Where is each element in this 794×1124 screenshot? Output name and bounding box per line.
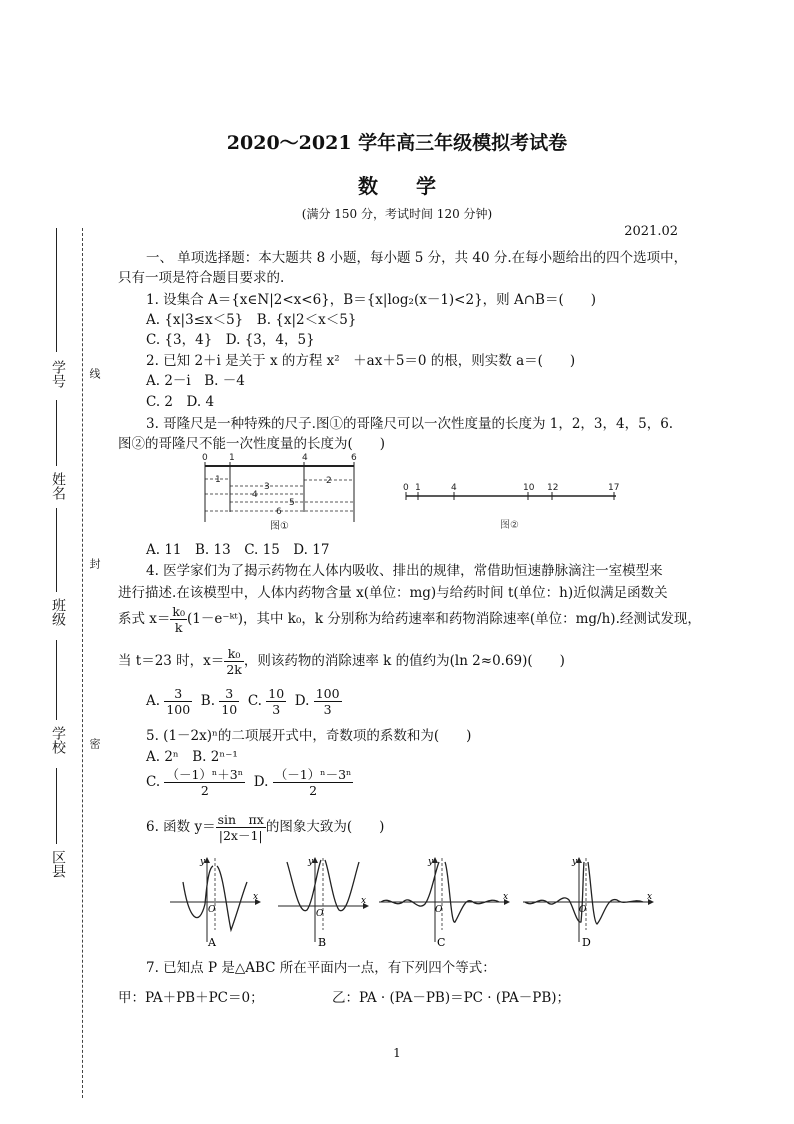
margin-fill-line xyxy=(56,768,57,844)
section-heading: 一、 单项选择题：本大题共 8 小题，每小题 5 分，共 40 分.在每小题给出的四个选项中， xyxy=(146,250,688,266)
exam-date: 2021.02 xyxy=(624,224,678,239)
q6-graph-a xyxy=(170,857,260,949)
margin-label-school: 学校 xyxy=(50,726,66,754)
fig1-span-label: 2 xyxy=(326,476,332,486)
binding-dashed-line xyxy=(82,228,83,1098)
q6-graph-d xyxy=(523,857,653,949)
q6-stem: 6. 函数 y＝ $\frac{\text{sin πx}}{|2x-1|}$ 的图象大致为( ) xyxy=(146,812,385,843)
margin-fill-line xyxy=(56,228,57,352)
svg-text:y: y xyxy=(572,857,578,867)
q2-stem: 2. 已知 2＋i 是关于 x 的方程 x² ＋ax＋5＝0 的根，则实数 a＝( ) xyxy=(146,353,576,369)
q4-line4: 当 t＝23 时，x＝ $\frac{\text{k₀}}{2k}$ ，则该药物的消除速率 k 的值约为(ln 2≈0.69)( ) xyxy=(118,646,565,677)
svg-text:y: y xyxy=(428,857,434,867)
q5-options-cd: C. $\frac{\text{（－1）ⁿ＋3ⁿ}}{2}$ D. $\frac{\text{（－1）ⁿ－3ⁿ}}{2}$ xyxy=(146,767,352,798)
fig2-caption: 图② xyxy=(500,520,519,531)
svg-text:x: x xyxy=(361,896,367,906)
q1-stem: 1. 设集合 A＝{x∈N|2<x<6}，B＝{x|log₂(x－1)<2}，则 A∩B＝( ) xyxy=(146,292,596,308)
q4-line2: 进行描述.在该模型中，人体内药物含量 x(单位：mg)与给药时间 t(单位：h)近似满足函数关 xyxy=(118,585,668,601)
fig1-span-label: 1 xyxy=(215,475,221,485)
fig2-tick-label: 0 xyxy=(403,483,409,493)
q5-options-ab: A. 2ⁿ B. 2ⁿ⁻¹ xyxy=(146,749,238,765)
svg-text:A: A xyxy=(208,936,216,949)
margin-label-name: 姓名 xyxy=(50,472,66,500)
margin-fill-line xyxy=(56,400,57,466)
svg-text:C: C xyxy=(437,936,446,949)
svg-text:y: y xyxy=(200,857,206,867)
seal-word-secret: 密 xyxy=(88,738,101,749)
golomb-ruler-figure-1 xyxy=(190,450,370,532)
margin-fill-line xyxy=(56,640,57,720)
svg-text:x: x xyxy=(503,892,509,902)
fig1-tick-label: 1 xyxy=(229,453,235,463)
fig1-caption: 图① xyxy=(270,521,289,532)
q3-stem: 3. 哥隆尺是一种特殊的尺子.图①的哥隆尺可以一次性度量的长度为 1，2，3，4，5，6. xyxy=(146,416,674,432)
svg-text:y: y xyxy=(308,857,314,867)
svg-text:O: O xyxy=(579,905,587,915)
q3-stem-cont: 图②的哥隆尺不能一次性度量的长度为( ) xyxy=(118,436,386,452)
fig2-tick-label: 17 xyxy=(608,483,620,493)
svg-text:O: O xyxy=(316,909,324,919)
fig1-span-label: 4 xyxy=(252,490,258,500)
q5-stem: 5. (1－2x)ⁿ的二项展开式中，奇数项的系数和为( ) xyxy=(146,728,472,744)
q4-line1: 4. 医学家们为了揭示药物在人体内吸收、排出的规律，常借助恒速静脉滴注一室模型来 xyxy=(146,563,663,579)
q7-stem: 7. 已知点 P 是△ABC 所在平面内一点，有下列四个等式： xyxy=(146,960,496,976)
q6-graph-b xyxy=(278,857,368,949)
page-number: 1 xyxy=(393,1046,401,1060)
seal-word-line: 线 xyxy=(88,368,101,379)
margin-label-class: 班级 xyxy=(50,598,66,626)
subject-title: 数学 xyxy=(358,174,474,198)
q7-jia: 甲：PA＋PB＋PC＝0； xyxy=(118,990,264,1006)
q7-yi: 乙：PA · (PA－PB)＝PC · (PA－PB)； xyxy=(332,990,571,1006)
section-heading-cont: 只有一项是符合题目要求的. xyxy=(118,270,285,286)
seal-word-seal: 封 xyxy=(88,558,101,569)
fig1-span-label: 5 xyxy=(289,498,295,508)
q2-options-ab: A. 2－i B. －4 xyxy=(146,373,245,389)
margin-label-district: 区县 xyxy=(50,850,66,878)
svg-text:O: O xyxy=(435,905,443,915)
svg-text:B: B xyxy=(318,936,327,949)
exam-note: (满分 150 分，考试时间 120 分钟) xyxy=(301,207,493,221)
fig1-span-label: 6 xyxy=(276,507,282,517)
exam-title: 2020～2021 学年高三年级模拟考试卷 xyxy=(226,132,568,154)
fig2-tick-label: 10 xyxy=(523,483,535,493)
fig2-tick-label: 4 xyxy=(451,483,457,493)
margin-label-student-id: 学号 xyxy=(50,360,66,388)
margin-fill-line xyxy=(56,508,57,592)
fig1-tick-label: 4 xyxy=(302,453,308,463)
svg-text:x: x xyxy=(253,892,259,902)
fig1-tick-label: 6 xyxy=(351,453,357,463)
q4-options: A. $\frac{3}{100}$ B. $\frac{3}{10}$ C. $\frac{10}{3}$ D. $\frac{100}{3}$ xyxy=(146,686,340,717)
q1-options-cd: C. {3，4} D. {3，4，5} xyxy=(146,332,315,348)
q6-graph-c xyxy=(379,857,509,949)
q6-graphs xyxy=(165,852,665,950)
q2-options-cd: C. 2 D. 4 xyxy=(146,394,215,410)
q3-options: A. 11 B. 13 C. 15 D. 17 xyxy=(146,542,330,558)
fig1-span-label: 3 xyxy=(264,482,270,492)
svg-text:O: O xyxy=(208,905,216,915)
fig2-tick-label: 1 xyxy=(415,483,421,493)
golomb-ruler-figure-2 xyxy=(396,478,636,534)
q1-options-ab: A. {x|3≤x＜5} B. {x|2＜x＜5} xyxy=(146,312,357,328)
svg-text:D: D xyxy=(582,936,591,949)
svg-text:x: x xyxy=(647,892,653,902)
fig1-tick-label: 0 xyxy=(202,453,208,463)
fig2-tick-label: 12 xyxy=(547,483,559,493)
q4-line3: 系式 x＝ $\frac{\text{k₀}}{k}$ (1－e⁻ᵏᵗ)，其中 k₀，k 分别称为给药速率和药物消除速率(单位：mg/h).经测试发现， xyxy=(118,604,701,635)
